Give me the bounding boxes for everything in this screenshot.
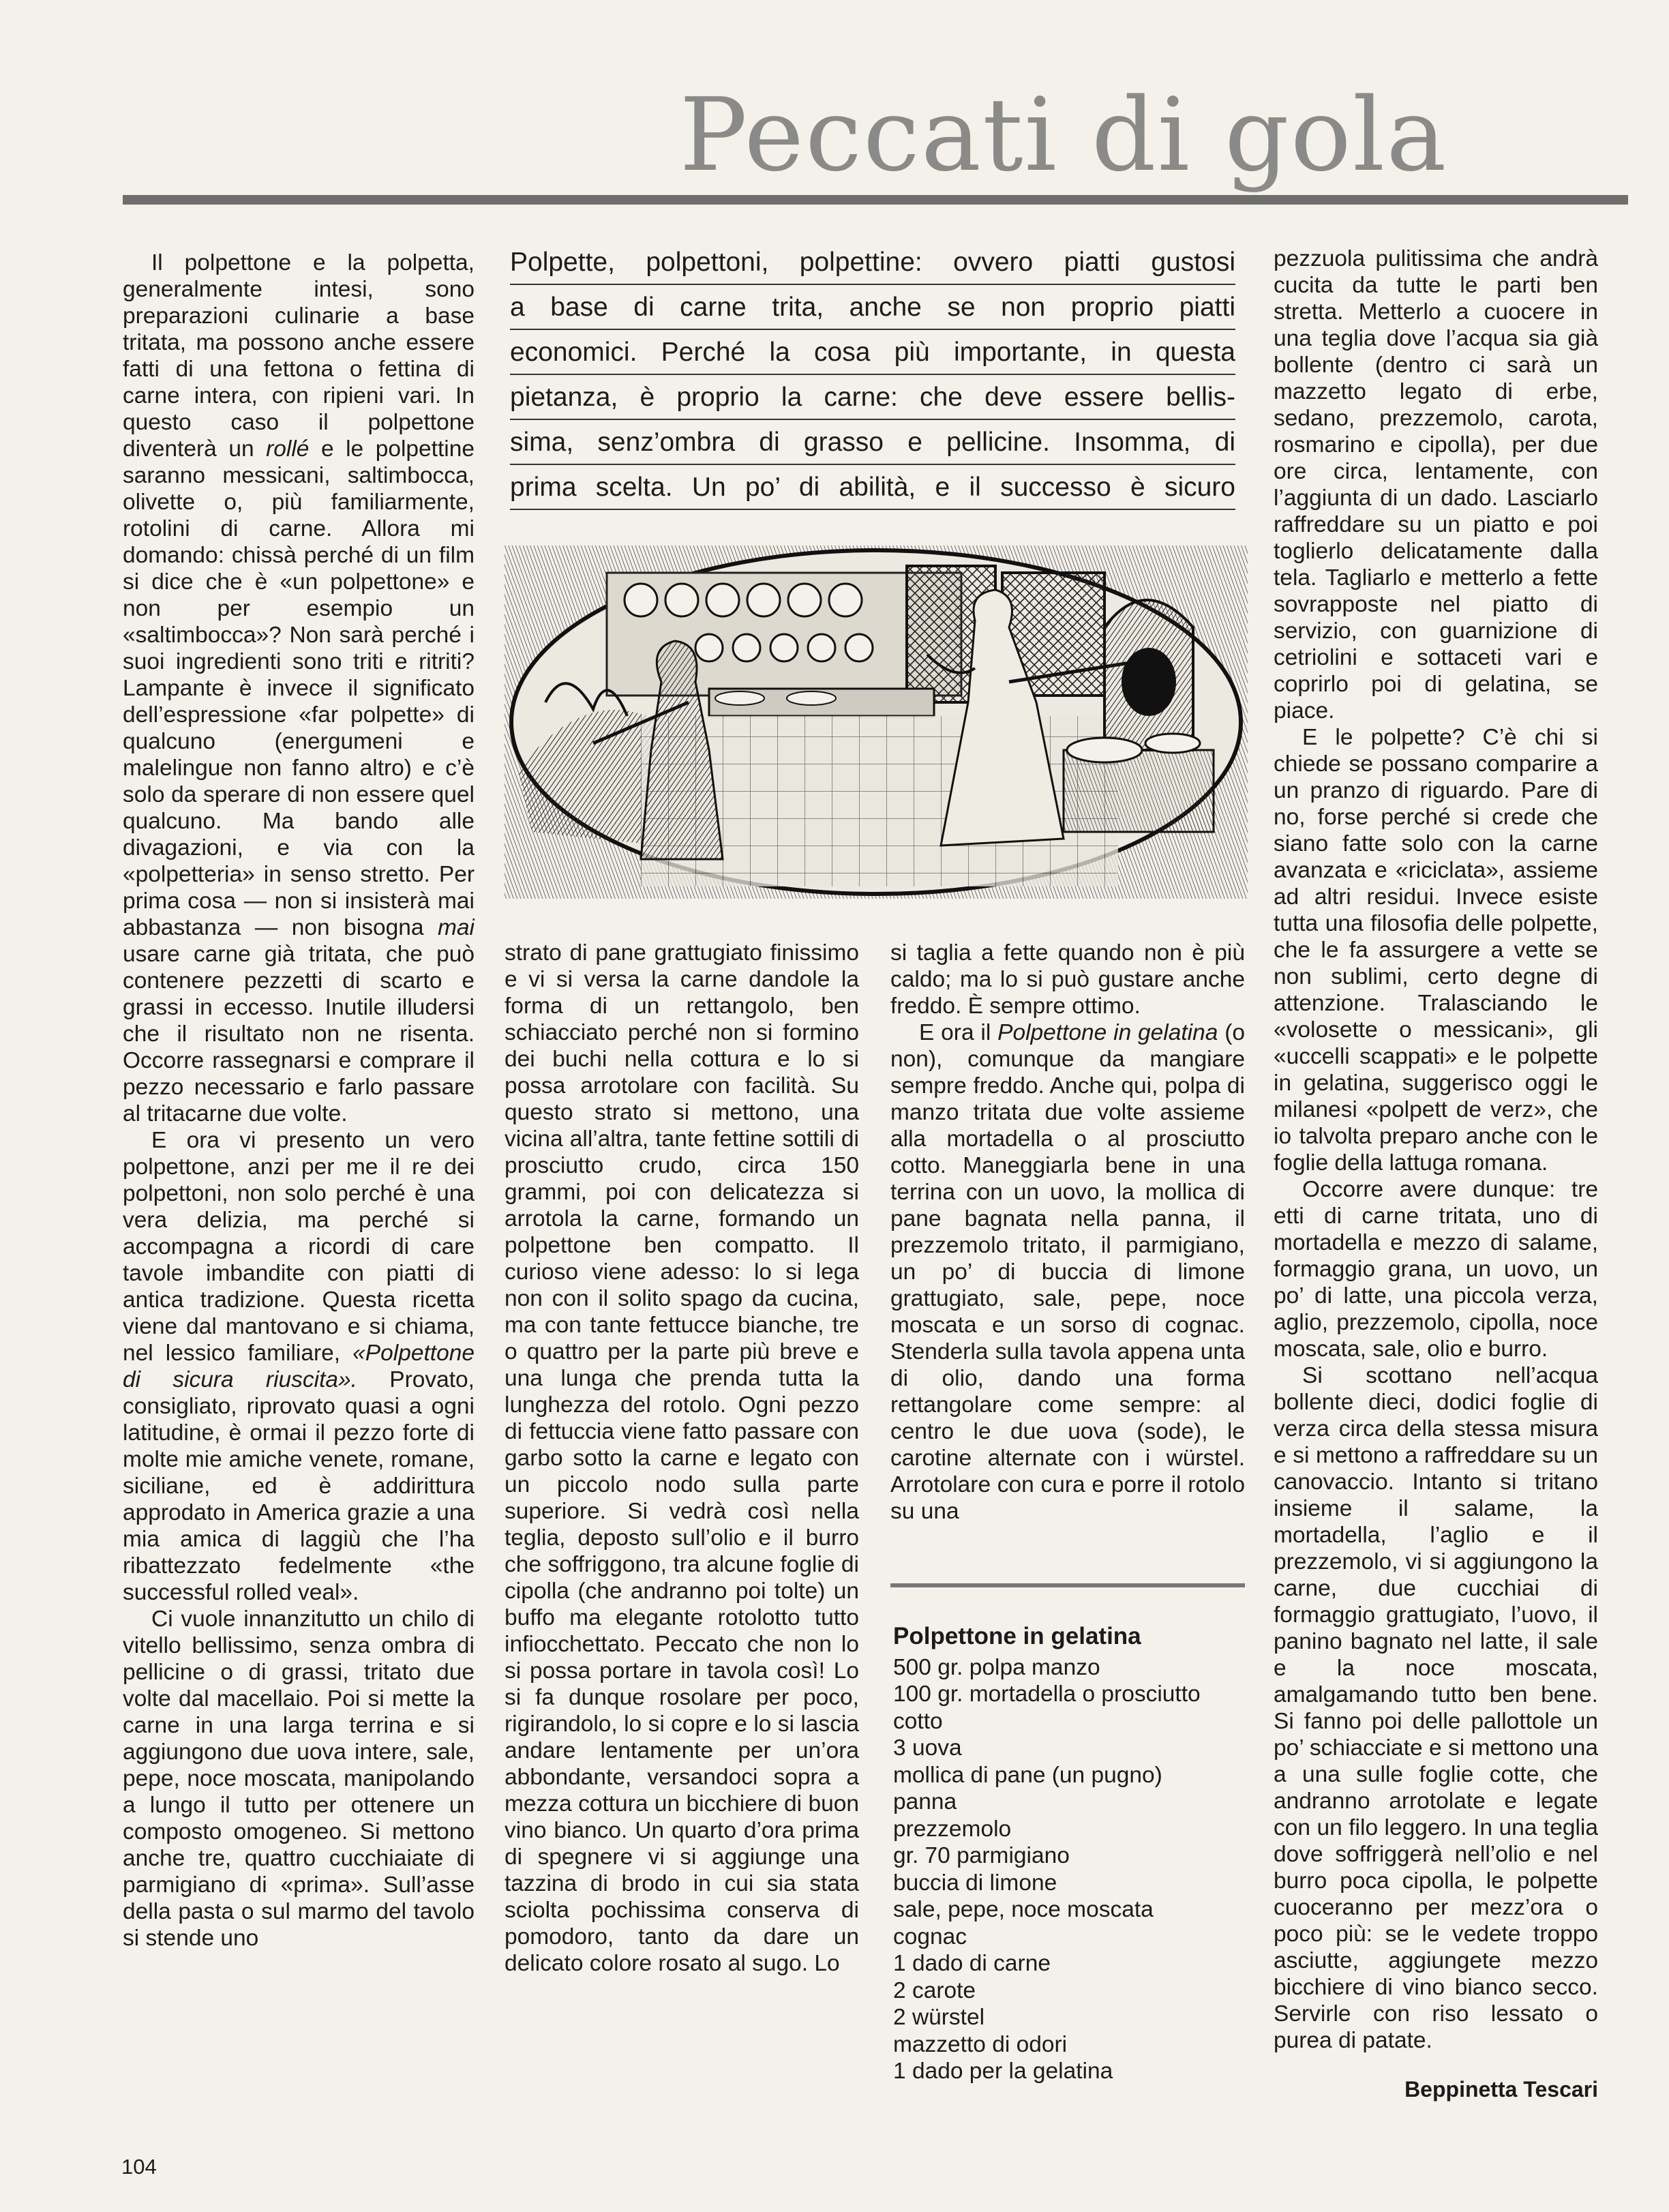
paragraph: Si scottano nell’acqua bollente dieci, dodici foglie di verza circa della stessa misura e si mettono a raffreddare su un canovaccio. Intanto si tritano insieme il salame, la mortadella, l’aglio e il prezzemolo, vi si aggiungono la carne, due cucchiai di formaggio grattugiato, l’uovo, il panino bagnato nel latte, il sale e la noce moscata, amalgamando tutto ben bene. Si fanno poi delle pallottole un po’ schiacciate e si mettono una a una sulle foglie cotte, che andranno arrotolate e legate con un filo leggero. In una teglia dove soffriggerà nell’olio e nel burro poca cipolla, le polpette cuoceranno per mezz’ora o poco più: se le vedete troppo asciutte, aggiungete mezzo bicchiere di vino bianco secco. Servirle con riso lessato o purea di patate. xyxy=(1274,1363,1598,2053)
ingredient: cognac xyxy=(893,1924,967,1949)
title-rule xyxy=(123,195,1628,205)
ingredient: 500 gr. polpa manzo xyxy=(893,1654,1100,1680)
ingredient: 1 dado di carne xyxy=(893,1951,1051,1976)
ingredient: 3 uova xyxy=(893,1735,962,1761)
column-3 xyxy=(890,940,1245,1553)
ingredient: gr. 70 parmigiano xyxy=(893,1843,1070,1868)
recipe-box xyxy=(893,1623,1248,2085)
kitchen-engraving xyxy=(505,545,1248,899)
lead-box xyxy=(510,240,1235,510)
lead-line: prima scelta. Un po’ di abilità, e il successo è sicuro xyxy=(510,465,1235,510)
page-number: 104 xyxy=(121,2155,157,2179)
paragraph: E le polpette? C’è chi si chiede se possano comparire a un pranzo di riguardo. Pare di no, forse perché si crede che siano fatte solo con la carne avanzata e «riciclata», assieme ad altri residui. Invece esiste tutta una filosofia delle polpette, che le fa assurgere a vette se non sublimi, certo degne di attenzione. Tralasciando le «volosette o messicani», gli «uccelli scappati» e le polpette in gelatina, suggerisco oggi le milanesi «polpett de verz», che io talvolta preparo anche con le foglie della lattuga romana. xyxy=(1274,725,1598,1176)
ingredient: buccia di limone xyxy=(893,1870,1057,1896)
paragraph: strato di pane grattugiato finissimo e vi si versa la carne dandole la forma di un rettangolo, ben schiacciato perché non si formino dei buchi nella cottura e lo si possa arrotolare con facilità. Su questo strato si mettono, una vicina all’altra, tante fettine sottili di prosciutto crudo, circa 150 grammi, poi con delicatezza si arrotola la carne, formando un polpettone ben compatto. Il curioso viene adesso: lo si lega non con il solito spago da cucina, ma con tante fettucce bianche, tre o quattro per la parte più breve e una lunga che prenda tutta la lunghezza del rotolo. Ogni pezzo di fettuccia viene fatto passare con garbo sotto la carne e legato con un piccolo nodo sulla parte superiore. Si vedrà così nella teglia, deposto sull’olio e il burro che soffriggono, tra alcune foglie di cipolla (che andranno poi tolte) un buffo ma elegante rotolotto tutto infiocchettato. Peccato che non lo si possa portare in tavola così! Lo si fa dunque rosolare per poco, rigirandolo, lo si copre e lo si lascia andare lentamente per un’ora abbondante, versandoci sopra a mezza cottura un bicchiere di buon vino bianco. Un quarto d’ora prima di spegnere vi si aggiunge una tazzina di brodo in cui sia stata sciolta pochissima conserva di pomodoro, tanto da dare un delicato colore rosato al sugo. Lo xyxy=(505,940,859,1976)
recipe-divider xyxy=(890,1583,1245,1587)
column-2 xyxy=(505,940,859,2092)
column-1 xyxy=(123,250,475,2104)
paragraph: Il polpettone e la polpetta, generalmente intesi, sono preparazioni culinarie a base tritata, ma possono anche essere fatti di una fettona o fettina di carne intera, con ripieni vari. In questo caso il polpettone diventerà un rollé e le polpettine saranno messicani, saltimbocca, olivette o, più familiarmente, rotolini di carne. Allora mi domando: chissà perché di un film si dice che è «un polpettone» e non per esempio un «saltimbocca»? Non sarà perché i suoi ingredienti sono triti e ritriti? Lampante è invece il significato dell’espressione «far polpette» di qualcuno (energumeni e malelingue non fanno altro) e c’è solo da sperare di non essere quel qualcuno. Ma bando alle divagazioni, e via con la «polpetteria» in senso stretto. Per prima cosa — non si insisterà mai abbastanza — non bisogna mai usare carne già tritata, che può contenere pezzetti di scarto e grassi in eccesso. Inutile illudersi che il risultato non ne risenta. Occorre rassegnarsi e comprare il pezzo necessario e farlo passare al tritacarne due volte. xyxy=(123,250,475,1126)
ingredient: 2 würstel xyxy=(893,2005,985,2030)
paragraph: E ora vi presento un vero polpettone, anzi per me il re dei polpettoni, non solo perché è una vera delizia, ma perché si accompagna a ricordi di care tavole imbandite con piatti di antica tradizione. Questa ricetta viene dal mantovano e si chiama, nel lessico familiare, «Polpettone di sicura riuscita». Provato, consigliato, riprovato quasi a ogni latitudine, è ormai il pezzo forte di molte mie amiche venete, romane, siciliane, ed è addirittura approdato in America grazie a una mia amica di laggiù che l’ha ribattezzato fedelmente «the successful rolled veal». xyxy=(123,1128,475,1605)
paragraph: Ci vuole innanzitutto un chilo di vitello bellissimo, senza ombra di pellicine o di grassi, tritato due volte dal macellaio. Poi si mette la carne in una larga terrina e si aggiungono due uova intere, sale, pepe, noce moscata, manipolando a lungo il tutto per ottenere un composto omogeneo. Si mettono anche tre, quattro cucchiaiate di parmigiano di «prima». Sull’asse della pasta o sul marmo del tavolo si stende uno xyxy=(123,1606,475,1951)
ingredient: prezzemolo xyxy=(893,1816,1012,1842)
paragraph: pezzuola pulitissima che andrà cucita da tutte le parti ben stretta. Metterlo a cuocere in una teglia dove l’acqua sia già bollente (dentro ci sarà un mazzetto legato di erbe, sedano, prezzemolo, carota, rosmarino e cipolla), per due ore circa, lentamente, con l’aggiunta di un dado. Lasciarlo raffreddare su un piatto e poi toglierlo delicatamente dalla tela. Tagliarlo e metterlo a fette sovrapposte nel piatto di servizio, con guarnizione di cetriolini e sottaceti vari e coprirlo poi di gelatina, se piace. xyxy=(1274,246,1598,723)
ingredient: sale, pepe, noce moscata xyxy=(893,1897,1154,1922)
paragraph: Occorre avere dunque: tre etti di carne tritata, uno di mortadella e mezzo di salame, formaggio grana, un uovo, un po’ di latte, una piccola verza, aglio, prezzemolo, cipolla, noce moscata, sale, olio e burro. xyxy=(1274,1177,1598,1362)
lead-line: economici. Perché la cosa più importante, in questa xyxy=(510,330,1235,375)
lead-line: a base di carne trita, anche se non proprio piatti xyxy=(510,285,1235,330)
ingredient: mazzetto di odori xyxy=(893,2031,1068,2057)
column-4 xyxy=(1274,245,1598,2073)
paragraph: si taglia a fette quando non è più caldo; ma lo si può gustare anche freddo. È sempre ottimo. xyxy=(890,940,1245,1019)
ingredient-list xyxy=(893,1654,1248,2085)
ingredient: 2 carote xyxy=(893,1977,976,2003)
lead-line: pietanza, è proprio la carne: che deve essere bellis- xyxy=(510,375,1235,420)
ingredient: 1 dado per la gelatina xyxy=(893,2059,1113,2084)
ingredient: panna xyxy=(893,1789,957,1814)
ingredient: mollica di pane (un pugno) xyxy=(893,1762,1162,1788)
paragraph: E ora il Polpettone in gelatina (o non), comunque da mangiare sempre freddo. Anche qui, polpa di manzo tritata due volte assieme alla mortadella o al prosciutto cotto. Maneggiarla bene in una terrina con un uovo, la mollica di pane bagnata nella panna, il prezzemolo tritato, il parmigiano, un po’ di buccia di limone grattugiato, sale, pepe, noce moscata e un sorso di cognac. Stenderla sulla tavola appena unta di olio, dando una forma rettangolare come sempre: al centro le due uova (sode), le carotine alternate con i würstel. Arrotolare con cura e porre il rotolo su una xyxy=(890,1020,1245,1524)
recipe-title: Polpettone in gelatina xyxy=(893,1623,1141,1649)
ingredient: 100 gr. mortadella o prosciutto cotto xyxy=(893,1682,1201,1734)
page-title: Peccati di gola xyxy=(679,76,1448,194)
author-signature: Beppinetta Tescari xyxy=(1404,2077,1598,2102)
lead-line: sima, senz’ombra di grasso e pellicine. Insomma, di xyxy=(510,420,1235,465)
lead-line: Polpette, polpettoni, polpettine: ovvero piatti gustosi xyxy=(510,240,1235,285)
